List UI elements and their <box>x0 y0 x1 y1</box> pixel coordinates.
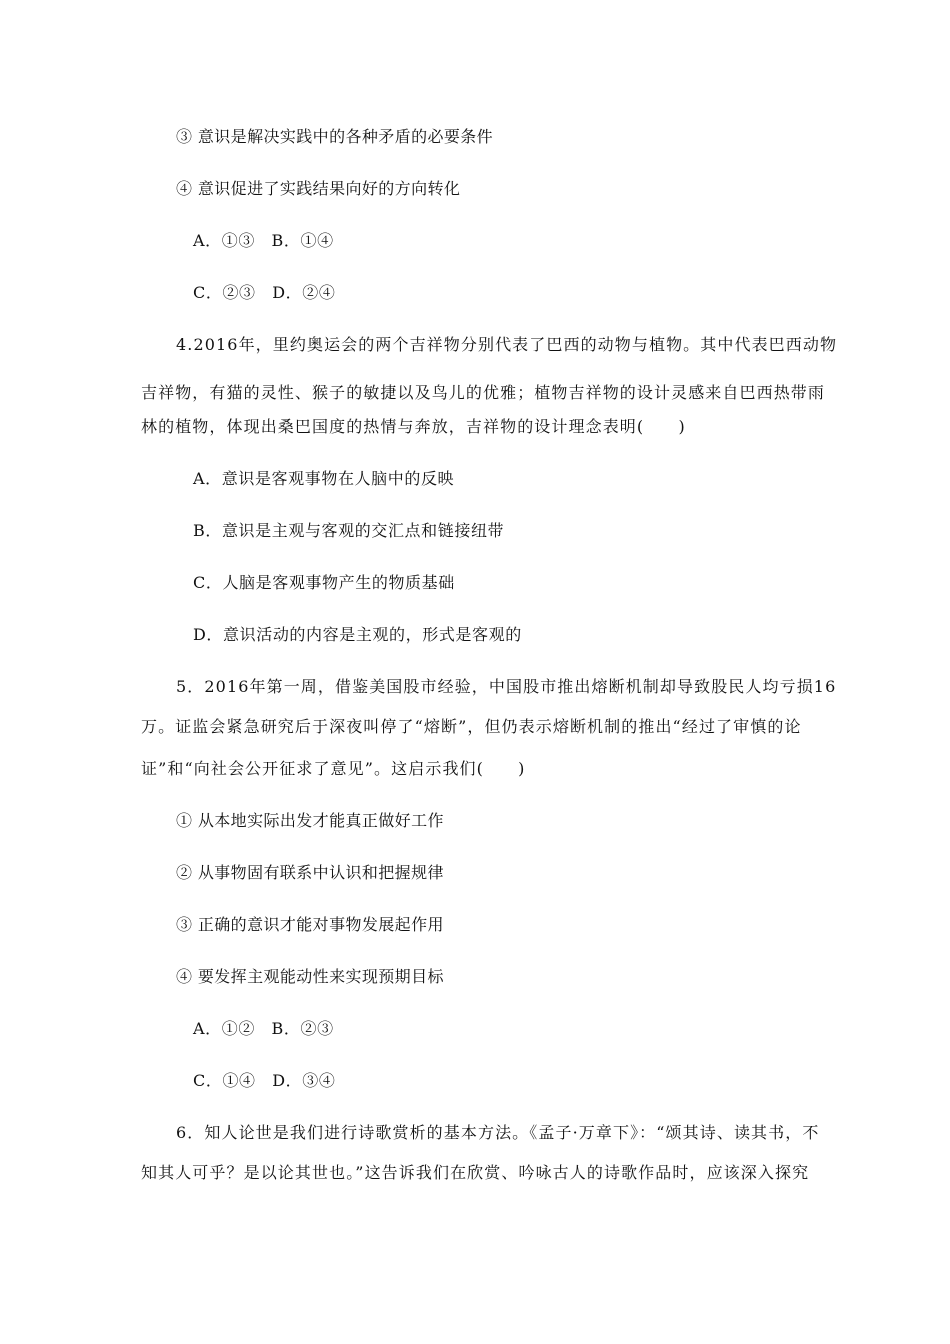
question-5-choices-ab: A．①② B．②③ <box>193 1019 334 1038</box>
answer-choices-cd: C．②③ D．②④ <box>193 283 336 302</box>
question-5-statement-1: ① 从本地实际出发才能真正做好工作 <box>176 811 444 830</box>
question-5-line-1: 5．2016年第一周，借鉴美国股市经验，中国股市推出熔断机制却导致股民人均亏损16 <box>176 677 837 696</box>
question-5-line-3: 证”和“向社会公开征求了意见”。这启示我们( ) <box>141 759 526 778</box>
question-4-option-a: A．意识是客观事物在人脑中的反映 <box>193 469 455 488</box>
option-statement-4: ④ 意识促进了实践结果向好的方向转化 <box>176 179 461 198</box>
question-4-line-1: 4.2016年，里约奥运会的两个吉祥物分别代表了巴西的动物与植物。其中代表巴西动物 <box>176 335 838 354</box>
option-statement-3: ③ 意识是解决实践中的各种矛盾的必要条件 <box>176 127 494 146</box>
question-6-line-1: 6．知人论世是我们进行诗歌赏析的基本方法。《孟子·万章下》：“颂其诗、读其书，不 <box>176 1123 820 1142</box>
question-4-option-b: B．意识是主观与客观的交汇点和链接纽带 <box>193 521 505 540</box>
question-5-statement-3: ③ 正确的意识才能对事物发展起作用 <box>176 915 444 934</box>
question-5-choices-cd: C．①④ D．③④ <box>193 1071 336 1090</box>
question-5-statement-4: ④ 要发挥主观能动性来实现预期目标 <box>176 967 444 986</box>
question-4-option-d: D．意识活动的内容是主观的，形式是客观的 <box>193 625 522 644</box>
question-6-line-2: 知其人可乎？是以论其世也。”这告诉我们在欣赏、吟咏古人的诗歌作品时，应该深入探究 <box>141 1163 810 1182</box>
question-4-line-2: 吉祥物，有猫的灵性、猴子的敏捷以及鸟儿的优雅；植物吉祥物的设计灵感来自巴西热带雨 <box>141 383 826 402</box>
question-4-option-c: C．人脑是客观事物产生的物质基础 <box>193 573 455 592</box>
question-5-line-2: 万。证监会紧急研究后于深夜叫停了“熔断”，但仍表示熔断机制的推出“经过了审慎的论 <box>141 717 802 736</box>
answer-choices-ab: A．①③ B．①④ <box>193 231 334 250</box>
question-4-line-3: 林的植物，体现出桑巴国度的热情与奔放，吉祥物的设计理念表明( ) <box>141 417 686 436</box>
question-5-statement-2: ② 从事物固有联系中认识和把握规律 <box>176 863 444 882</box>
